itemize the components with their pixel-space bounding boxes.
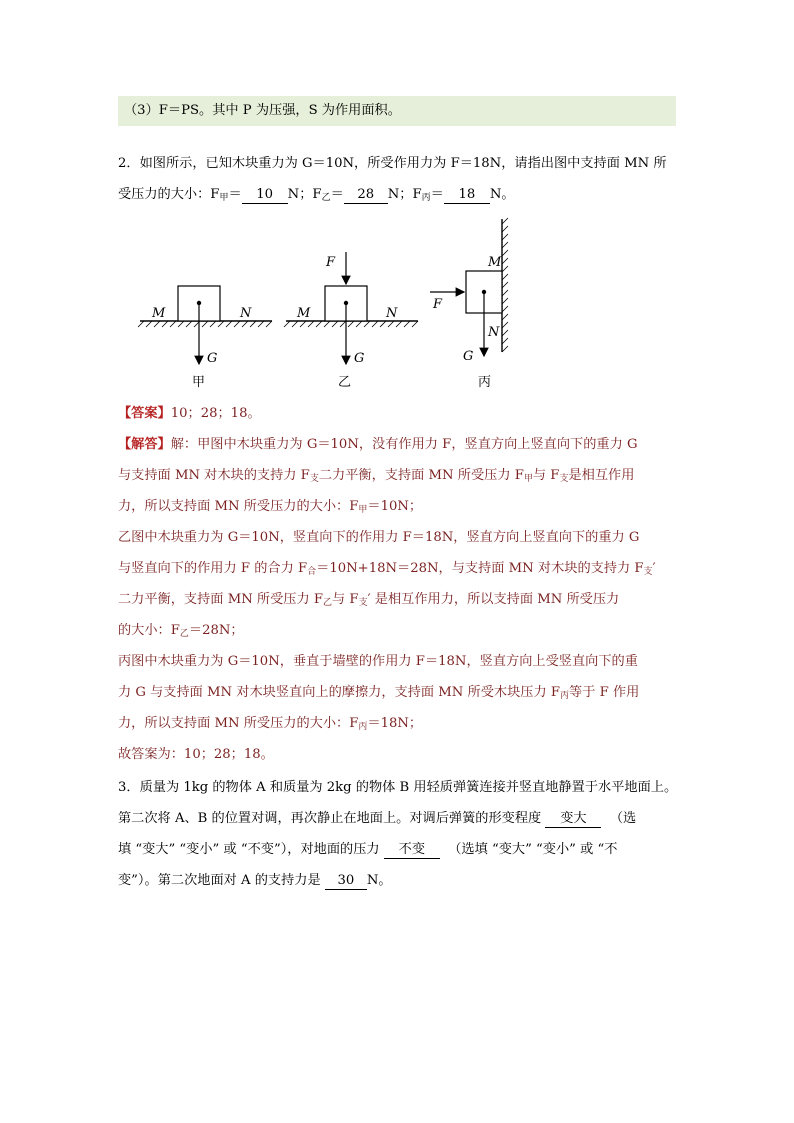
label-m-jia: M	[152, 306, 166, 321]
explain-line-6: 二力平衡，支持面 MN 所受压力 $F_乙$与 $F_支'$ 是相互作用力，所以支持面 MN 所受压力	[118, 592, 620, 608]
explain-line-4: 乙图中木块重力为 G＝10N，竖直向下的作用力 F＝18N，竖直方向上竖直向下的重力 G	[118, 530, 640, 545]
q3-line4: 变”）。第二次地面对 A 的支持力是 30 N。	[118, 873, 392, 888]
blank-support-force: 30	[325, 873, 367, 890]
caption-yi: 乙	[338, 375, 352, 390]
explain-line-7: 的大小：$F_乙=28N$；	[118, 623, 244, 639]
explain-line-8: 丙图中木块重力为 G＝10N，垂直于墙壁的作用力 F＝18N，竖直方向上受竖直向下的重	[118, 654, 638, 669]
formula-box	[118, 96, 676, 126]
label-n-bing: N	[488, 325, 500, 340]
force-diagram	[130, 214, 530, 394]
label-f-bing: F	[433, 297, 443, 312]
diagram-jia	[138, 286, 272, 390]
label-n-jia: N	[240, 306, 252, 321]
explain-line-2: 与支持面 MN 对木块的支持力 $F_支$二力平衡，支持面 MN 所受压力 $F_甲$与 $F_支$是相互作用	[118, 468, 635, 484]
label-g-bing: G	[463, 349, 474, 364]
q3-line3: 填 “变大” “变小” 或 “不变”），对地面的压力 不变 （选填 “变大” “变小” 或 “不	[118, 842, 618, 857]
explain-line-1: 【解答】解：甲图中木块重力为 G＝10N，没有作用力 F，竖直方向上竖直向下的重力 G	[118, 437, 638, 452]
q2-line1: 2．如图所示，已知木块重力为 G＝10N，所受作用力为 F＝18N，请指出图中支持面 MN 所	[118, 156, 667, 171]
label-m-bing: M	[488, 255, 502, 270]
answer-tag: 【答案】	[118, 406, 171, 421]
label-g-jia: G	[207, 351, 218, 366]
q2-line2: 受压力的大小：$F_甲= 10$ N；$F_乙= 28$ N；$F_丙= 18$ N。	[118, 187, 515, 203]
label-m-yi: M	[297, 306, 311, 321]
label-n-yi: N	[386, 306, 398, 321]
label-f-yi: F	[326, 255, 336, 270]
blank-jia: 10	[242, 187, 288, 204]
q3-line2: 第二次将 A、B 的位置对调，再次静止在地面上。对调后弹簧的形变程度 变大 （选	[118, 811, 637, 826]
formula-line: （3）F＝PS。其中 P 为压强，S 为作用面积。	[124, 103, 401, 118]
caption-jia: 甲	[192, 375, 206, 390]
blank-yi: 28	[344, 187, 388, 204]
explain-line-9: 力 G 与支持面 MN 对木块竖直向上的摩擦力，支持面 MN 所受木块压力 $F_丙$等于 F 作用	[118, 685, 640, 701]
q3-line1: 3．质量为 1kg 的物体 A 和质量为 2kg 的物体 B 用轻质弹簧连接并竖直地静置于水平地面上。	[118, 780, 678, 795]
explain-line-5: 与竖直向下的作用力 F 的合力 $F_合=10N+18N=28N$，与支持面 MN 对木块的支持力 $F_支'$	[118, 561, 656, 577]
answer-line: 【答案】10；28；18。	[118, 406, 261, 421]
explain-line-10: 力，所以支持面 MN 所受压力的大小：$F_丙=18N$；	[118, 716, 423, 732]
caption-bing: 丙	[478, 375, 492, 390]
blank-pressure: 不变	[384, 842, 440, 859]
diagram-bing	[430, 218, 508, 390]
explain-tag: 【解答】	[118, 437, 171, 452]
blank-bing: 18	[444, 187, 490, 204]
explain-line-3: 力，所以支持面 MN 所受压力的大小：$F_甲=10N$；	[118, 499, 423, 515]
blank-deformation: 变大	[545, 811, 601, 828]
explain-line-11: 故答案为：10；28；18。	[118, 747, 274, 762]
diagram-yi	[284, 252, 418, 390]
label-g-yi: G	[354, 351, 365, 366]
